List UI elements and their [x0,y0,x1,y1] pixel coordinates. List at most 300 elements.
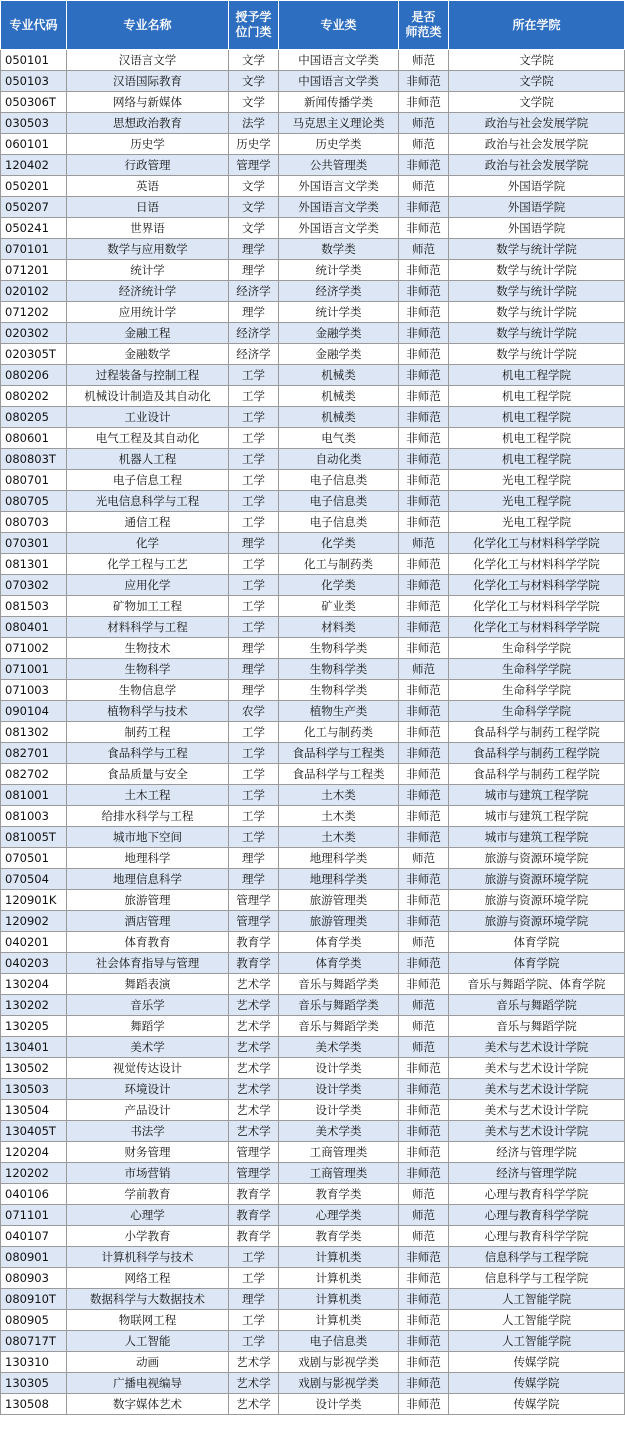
cell-degree: 工学 [229,575,279,596]
cell-school: 政治与社会发展学院 [449,113,625,134]
cell-normal: 非师范 [399,344,449,365]
cell-code: 080903 [1,1268,67,1289]
cell-category: 音乐与舞蹈学类 [279,974,399,995]
cell-school: 旅游与资源环境学院 [449,869,625,890]
cell-name: 日语 [67,197,229,218]
table-row [1,92,625,113]
cell-category: 马克思主义理论类 [279,113,399,134]
cell-code: 090104 [1,701,67,722]
cell-category: 旅游管理类 [279,890,399,911]
cell-name: 机械设计制造及其自动化 [67,386,229,407]
cell-code: 020305T [1,344,67,365]
table-row [1,1016,625,1037]
cell-category: 工商管理类 [279,1163,399,1184]
header-row [1,1,625,50]
cell-category: 材料类 [279,617,399,638]
cell-category: 美术学类 [279,1037,399,1058]
cell-school: 旅游与资源环境学院 [449,848,625,869]
cell-normal: 非师范 [399,1310,449,1331]
cell-degree: 工学 [229,428,279,449]
cell-category: 设计学类 [279,1394,399,1415]
cell-normal: 非师范 [399,197,449,218]
cell-category: 矿业类 [279,596,399,617]
cell-degree: 艺术学 [229,1079,279,1100]
cell-category: 心理学类 [279,1205,399,1226]
cell-normal: 非师范 [399,680,449,701]
cell-school: 政治与社会发展学院 [449,155,625,176]
cell-school: 旅游与资源环境学院 [449,911,625,932]
cell-normal: 师范 [399,50,449,71]
table-row [1,1394,625,1415]
table-row [1,71,625,92]
cell-name: 音乐学 [67,995,229,1016]
cell-category: 历史学类 [279,134,399,155]
cell-school: 数学与统计学院 [449,281,625,302]
cell-code: 080803T [1,449,67,470]
cell-name: 金融数学 [67,344,229,365]
cell-normal: 师范 [399,113,449,134]
table-row [1,1310,625,1331]
cell-code: 080703 [1,512,67,533]
table-body [1,50,625,1415]
cell-name: 生物信息学 [67,680,229,701]
cell-name: 小学教育 [67,1226,229,1247]
cell-name: 产品设计 [67,1100,229,1121]
cell-degree: 工学 [229,1310,279,1331]
cell-school: 传媒学院 [449,1352,625,1373]
cell-name: 数学与应用数学 [67,239,229,260]
cell-school: 化学化工与材料科学学院 [449,533,625,554]
cell-school: 文学院 [449,92,625,113]
table-row [1,323,625,344]
cell-normal: 非师范 [399,911,449,932]
cell-degree: 工学 [229,617,279,638]
cell-normal: 非师范 [399,365,449,386]
cell-name: 工业设计 [67,407,229,428]
cell-normal: 师范 [399,134,449,155]
cell-normal: 师范 [399,533,449,554]
table-row [1,638,625,659]
cell-category: 计算机类 [279,1268,399,1289]
cell-degree: 农学 [229,701,279,722]
cell-degree: 理学 [229,302,279,323]
cell-name: 舞蹈学 [67,1016,229,1037]
cell-school: 数学与统计学院 [449,302,625,323]
cell-code: 080601 [1,428,67,449]
table-row [1,1289,625,1310]
cell-school: 美术与艺术设计学院 [449,1121,625,1142]
cell-degree: 教育学 [229,1205,279,1226]
cell-normal: 非师范 [399,1247,449,1268]
cell-school: 心理与教育科学学院 [449,1205,625,1226]
cell-school: 城市与建筑工程学院 [449,806,625,827]
cell-name: 物联网工程 [67,1310,229,1331]
cell-code: 081301 [1,554,67,575]
header-code: 专业代码 [1,1,67,50]
cell-name: 给排水科学与工程 [67,806,229,827]
cell-degree: 艺术学 [229,974,279,995]
cell-category: 计算机类 [279,1247,399,1268]
cell-degree: 管理学 [229,1163,279,1184]
cell-name: 世界语 [67,218,229,239]
cell-normal: 师范 [399,1226,449,1247]
cell-normal: 非师范 [399,218,449,239]
cell-name: 地理科学 [67,848,229,869]
cell-name: 网络与新媒体 [67,92,229,113]
cell-normal: 非师范 [399,554,449,575]
cell-category: 土木类 [279,827,399,848]
table-row [1,890,625,911]
table-row [1,281,625,302]
cell-code: 080717T [1,1331,67,1352]
cell-code: 080901 [1,1247,67,1268]
cell-normal: 非师范 [399,428,449,449]
cell-category: 化学类 [279,533,399,554]
cell-normal: 非师范 [399,155,449,176]
cell-code: 080205 [1,407,67,428]
cell-school: 信息科学与工程学院 [449,1247,625,1268]
cell-category: 电子信息类 [279,491,399,512]
cell-normal: 非师范 [399,806,449,827]
cell-school: 城市与建筑工程学院 [449,827,625,848]
cell-school: 光电工程学院 [449,491,625,512]
cell-normal: 非师范 [399,1058,449,1079]
cell-category: 计算机类 [279,1310,399,1331]
cell-name: 人工智能 [67,1331,229,1352]
cell-normal: 非师范 [399,1079,449,1100]
cell-school: 体育学院 [449,932,625,953]
cell-normal: 非师范 [399,596,449,617]
cell-normal: 非师范 [399,953,449,974]
cell-degree: 文学 [229,50,279,71]
cell-name: 生物技术 [67,638,229,659]
cell-category: 食品科学与工程类 [279,743,399,764]
cell-school: 生命科学学院 [449,638,625,659]
cell-name: 酒店管理 [67,911,229,932]
cell-code: 130401 [1,1037,67,1058]
cell-category: 电气类 [279,428,399,449]
cell-name: 计算机科学与技术 [67,1247,229,1268]
table-row [1,176,625,197]
cell-category: 新闻传播学类 [279,92,399,113]
cell-degree: 理学 [229,680,279,701]
cell-degree: 历史学 [229,134,279,155]
cell-name: 食品科学与工程 [67,743,229,764]
cell-category: 计算机类 [279,1289,399,1310]
cell-category: 机械类 [279,386,399,407]
cell-code: 080910T [1,1289,67,1310]
table-row [1,260,625,281]
table-row [1,974,625,995]
cell-name: 通信工程 [67,512,229,533]
cell-code: 071101 [1,1205,67,1226]
cell-code: 030503 [1,113,67,134]
cell-name: 化学 [67,533,229,554]
table-row [1,995,625,1016]
header-degree-line2: 位门类 [235,25,272,39]
cell-normal: 师范 [399,848,449,869]
cell-code: 040203 [1,953,67,974]
cell-name: 汉语言文学 [67,50,229,71]
cell-school: 食品科学与制药工程学院 [449,764,625,785]
cell-category: 地理科学类 [279,848,399,869]
cell-school: 外国语学院 [449,197,625,218]
cell-name: 社会体育指导与管理 [67,953,229,974]
cell-name: 书法学 [67,1121,229,1142]
cell-code: 081003 [1,806,67,827]
table-row [1,407,625,428]
cell-code: 080701 [1,470,67,491]
cell-name: 市场营销 [67,1163,229,1184]
cell-name: 财务管理 [67,1142,229,1163]
cell-code: 082702 [1,764,67,785]
cell-school: 光电工程学院 [449,470,625,491]
cell-degree: 文学 [229,92,279,113]
cell-school: 美术与艺术设计学院 [449,1079,625,1100]
cell-normal: 非师范 [399,974,449,995]
cell-degree: 艺术学 [229,1394,279,1415]
table-row [1,155,625,176]
cell-degree: 理学 [229,869,279,890]
cell-code: 070301 [1,533,67,554]
cell-school: 光电工程学院 [449,512,625,533]
cell-name: 体育教育 [67,932,229,953]
cell-name: 经济统计学 [67,281,229,302]
cell-school: 城市与建筑工程学院 [449,785,625,806]
cell-normal: 非师范 [399,470,449,491]
cell-degree: 艺术学 [229,1121,279,1142]
cell-code: 080202 [1,386,67,407]
cell-category: 旅游管理类 [279,911,399,932]
cell-degree: 理学 [229,533,279,554]
cell-code: 081302 [1,722,67,743]
cell-code: 080401 [1,617,67,638]
cell-code: 040201 [1,932,67,953]
cell-school: 化学化工与材料科学学院 [449,554,625,575]
cell-code: 120202 [1,1163,67,1184]
table-row [1,848,625,869]
cell-name: 美术学 [67,1037,229,1058]
cell-degree: 工学 [229,470,279,491]
cell-name: 历史学 [67,134,229,155]
table-row [1,344,625,365]
cell-name: 数字媒体艺术 [67,1394,229,1415]
cell-normal: 非师范 [399,701,449,722]
cell-school: 数学与统计学院 [449,260,625,281]
table-row [1,134,625,155]
cell-school: 生命科学学院 [449,659,625,680]
cell-school: 美术与艺术设计学院 [449,1100,625,1121]
cell-degree: 工学 [229,1331,279,1352]
cell-normal: 非师范 [399,1289,449,1310]
cell-category: 数学类 [279,239,399,260]
table-row [1,1058,625,1079]
cell-code: 040106 [1,1184,67,1205]
table-row [1,953,625,974]
cell-degree: 艺术学 [229,995,279,1016]
table-row [1,218,625,239]
table-row [1,554,625,575]
cell-code: 070101 [1,239,67,260]
table-row [1,1226,625,1247]
cell-school: 心理与教育科学学院 [449,1184,625,1205]
cell-normal: 非师范 [399,281,449,302]
cell-name: 环境设计 [67,1079,229,1100]
cell-code: 130204 [1,974,67,995]
cell-school: 美术与艺术设计学院 [449,1058,625,1079]
cell-name: 城市地下空间 [67,827,229,848]
cell-code: 130205 [1,1016,67,1037]
cell-degree: 经济学 [229,281,279,302]
cell-category: 音乐与舞蹈学类 [279,1016,399,1037]
cell-normal: 师范 [399,995,449,1016]
cell-category: 工商管理类 [279,1142,399,1163]
cell-degree: 工学 [229,596,279,617]
table-row [1,449,625,470]
cell-normal: 非师范 [399,260,449,281]
cell-name: 网络工程 [67,1268,229,1289]
header-normal-line2: 师范类 [405,25,442,39]
cell-category: 体育学类 [279,932,399,953]
table-row [1,680,625,701]
table-row [1,1331,625,1352]
table-row [1,596,625,617]
table-row [1,1205,625,1226]
cell-name: 应用化学 [67,575,229,596]
cell-school: 人工智能学院 [449,1310,625,1331]
cell-code: 050306T [1,92,67,113]
cell-normal: 师范 [399,1184,449,1205]
cell-normal: 师范 [399,932,449,953]
cell-name: 英语 [67,176,229,197]
cell-name: 舞蹈表演 [67,974,229,995]
cell-category: 统计学类 [279,302,399,323]
cell-degree: 工学 [229,512,279,533]
cell-degree: 工学 [229,806,279,827]
table-row [1,1079,625,1100]
header-name: 专业名称 [67,1,229,50]
cell-category: 生物科学类 [279,659,399,680]
table-row [1,1184,625,1205]
cell-normal: 非师范 [399,743,449,764]
cell-name: 金融工程 [67,323,229,344]
cell-school: 食品科学与制药工程学院 [449,722,625,743]
cell-code: 081503 [1,596,67,617]
cell-category: 生物科学类 [279,638,399,659]
cell-degree: 艺术学 [229,1373,279,1394]
cell-school: 经济与管理学院 [449,1142,625,1163]
table-row [1,197,625,218]
cell-category: 化工与制药类 [279,722,399,743]
cell-school: 体育学院 [449,953,625,974]
cell-name: 电子信息工程 [67,470,229,491]
cell-school: 生命科学学院 [449,680,625,701]
cell-school: 机电工程学院 [449,407,625,428]
table-row [1,1163,625,1184]
cell-normal: 师范 [399,239,449,260]
header-degree-line1: 授予学 [235,10,272,24]
cell-category: 教育学类 [279,1226,399,1247]
cell-name: 应用统计学 [67,302,229,323]
cell-code: 071001 [1,659,67,680]
table-row [1,470,625,491]
cell-school: 机电工程学院 [449,386,625,407]
cell-degree: 工学 [229,407,279,428]
cell-category: 电子信息类 [279,1331,399,1352]
cell-category: 外国语言文学类 [279,197,399,218]
cell-code: 130503 [1,1079,67,1100]
cell-normal: 非师范 [399,575,449,596]
cell-school: 文学院 [449,71,625,92]
cell-code: 071002 [1,638,67,659]
cell-code: 071201 [1,260,67,281]
table-row [1,50,625,71]
cell-normal: 非师范 [399,1163,449,1184]
cell-code: 120204 [1,1142,67,1163]
cell-degree: 工学 [229,554,279,575]
cell-category: 电子信息类 [279,470,399,491]
cell-category: 经济学类 [279,281,399,302]
cell-normal: 师范 [399,1037,449,1058]
table-row [1,1352,625,1373]
cell-normal: 师范 [399,1205,449,1226]
table-row [1,239,625,260]
cell-normal: 非师范 [399,92,449,113]
cell-school: 外国语学院 [449,176,625,197]
table-row [1,365,625,386]
cell-category: 化工与制药类 [279,554,399,575]
cell-degree: 工学 [229,785,279,806]
cell-degree: 管理学 [229,911,279,932]
cell-category: 地理科学类 [279,869,399,890]
cell-normal: 师范 [399,1016,449,1037]
cell-category: 外国语言文学类 [279,218,399,239]
cell-name: 思想政治教育 [67,113,229,134]
cell-school: 数学与统计学院 [449,344,625,365]
cell-category: 化学类 [279,575,399,596]
cell-category: 戏剧与影视学类 [279,1373,399,1394]
table-header [1,1,625,50]
header-degree [229,1,279,50]
header-normal [399,1,449,50]
cell-degree: 工学 [229,491,279,512]
cell-normal: 非师范 [399,1121,449,1142]
cell-school: 美术与艺术设计学院 [449,1037,625,1058]
cell-name: 土木工程 [67,785,229,806]
cell-category: 植物生产类 [279,701,399,722]
cell-degree: 工学 [229,386,279,407]
cell-degree: 文学 [229,176,279,197]
cell-code: 060101 [1,134,67,155]
cell-school: 数学与统计学院 [449,239,625,260]
cell-school: 信息科学与工程学院 [449,1268,625,1289]
cell-school: 音乐与舞蹈学院 [449,995,625,1016]
cell-name: 行政管理 [67,155,229,176]
cell-normal: 非师范 [399,1373,449,1394]
cell-code: 120901K [1,890,67,911]
cell-category: 戏剧与影视学类 [279,1352,399,1373]
cell-category: 体育学类 [279,953,399,974]
table-row [1,1247,625,1268]
header-category: 专业类 [279,1,399,50]
table-row [1,785,625,806]
cell-school: 心理与教育科学学院 [449,1226,625,1247]
cell-code: 050207 [1,197,67,218]
table-row [1,806,625,827]
cell-school: 数学与统计学院 [449,323,625,344]
cell-degree: 工学 [229,827,279,848]
cell-degree: 工学 [229,365,279,386]
